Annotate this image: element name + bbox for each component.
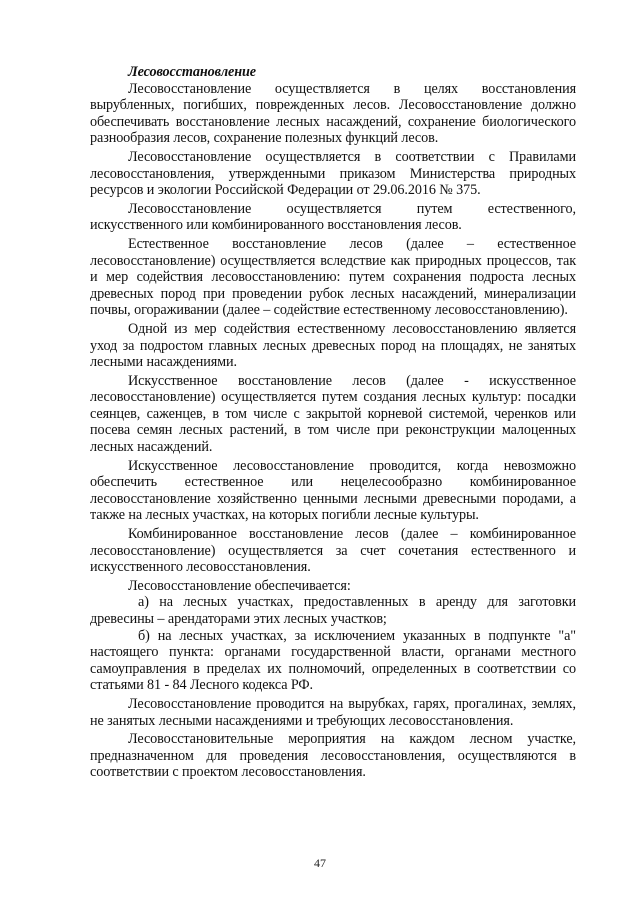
paragraph-reforestation-project: Лесовосстановительные мероприятия на каждом лесном участке, предназначенном для проведения лесовосстановления, осуществляются в соответствии с проектом лесовосстановления. (90, 731, 576, 781)
paragraph-reforestation-purpose: Лесовосстановление осуществляется в целях восстановления вырубленных, погибших, поврежденных лесов. Лесовосстановление должно обеспечивать восстановление лесных насаждений, сохранение биологического разнообразия лесов, сохранение полезных функций лесов. (90, 80, 576, 147)
paragraph-undergrowth-care: Одной из мер содействия естественному лесовосстановлению является уход за подростом главных лесных древесных пород на площадях, не занятых лесными насаждениями. (90, 320, 576, 371)
paragraph-reforestation-methods: Лесовосстановление осуществляется путем естественного, искусственного или комбинированного восстановления лесов. (90, 200, 576, 234)
paragraph-reforestation-rules: Лесовосстановление осуществляется в соответствии с Правилами лесовосстановления, утвержденными приказом Министерства природных ресурсов и экологии Российской Федерации от 29.06.2016 № 375. (90, 148, 576, 199)
section-title: Лесовосстановление (128, 64, 256, 80)
list-item-b: б) на лесных участках, за исключением указанных в подпункте "а" настоящего пункта: органами государственной власти, органами местного самоуправления в пределах их полномочий, определенных в соответствии со статьями 81 - 84 Лесного кодекса РФ. (90, 627, 576, 694)
paragraph-reforestation-locations: Лесовосстановление проводится на вырубках, гарях, прогалинах, землях, не занятых лесными насаждениями и требующих лесовосстановления. (90, 695, 576, 729)
list-item-a: а) на лесных участках, предоставленных в аренду для заготовки древесины – арендаторами этих лесных участков; (90, 594, 576, 627)
paragraph-combined-reforestation: Комбинированное восстановление лесов (далее – комбинированное лесовосстановление) осуществляется за счет сочетания естественного и искусственного лесовосстановления. (90, 526, 576, 576)
page-number: 47 (314, 856, 326, 870)
document-page (90, 64, 576, 781)
paragraph-artificial-reforestation: Искусственное восстановление лесов (далее - искусственное лесовосстановление) осуществляется путем создания лесных культур: посадки сеянцев, саженцев, в том числе с закрытой корневой системой, черенков или посева семян лесных растений, в том числе при реконструкции малоценных лесных насаждений. (90, 372, 576, 456)
paragraph-natural-reforestation: Естественное восстановление лесов (далее – естественное лесовосстановление) осуществляется вследствие как природных процессов, так и мер содействия лесовосстановлению: путем сохранения подроста лесных древесных пород при проведении рубок лесных насаждений, минерализации почвы, огораживании (далее – содействие естественному лесовосстановлению). (90, 235, 576, 319)
paragraph-provided-by: Лесовосстановление обеспечивается: (128, 577, 351, 594)
paragraph-artificial-conditions: Искусственное лесовосстановление проводится, когда невозможно обеспечить естественное или нецелесообразно комбинированное лесовосстановление хозяйственно ценными лесными древесными породами, а также на лесных участках, на которых погибли лесные культуры. (90, 457, 576, 524)
